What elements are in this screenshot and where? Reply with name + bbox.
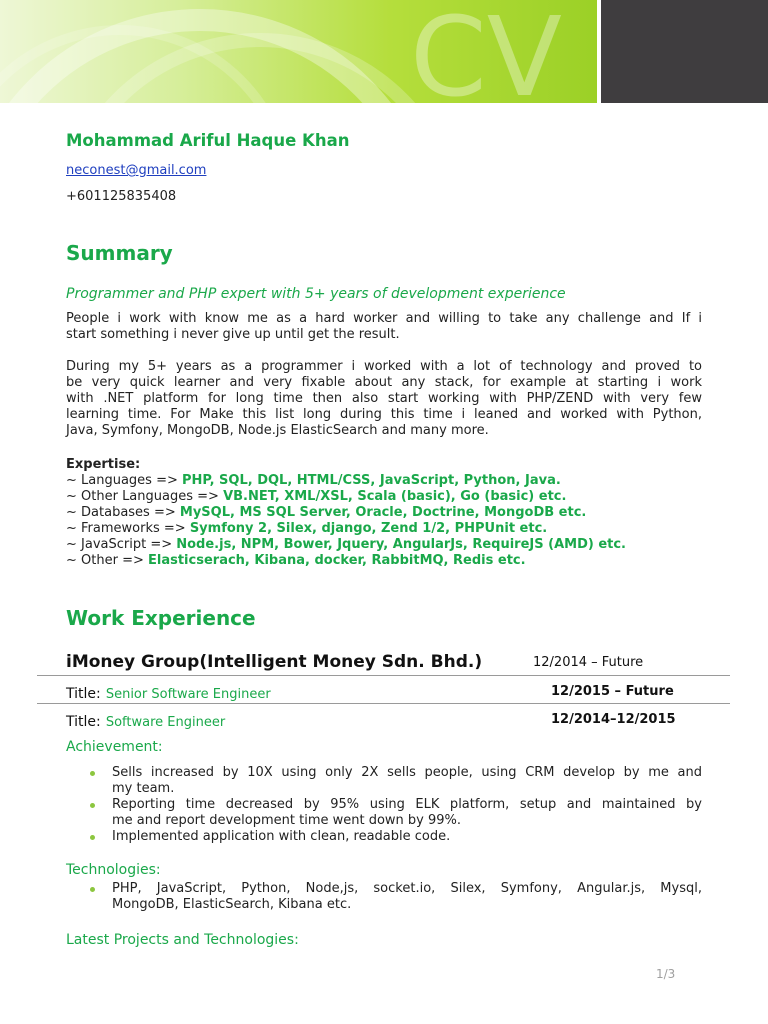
expertise-value: Elasticserach, Kibana, docker, RabbitMQ, Redis etc. [148, 553, 526, 568]
expertise-label: ~ Frameworks => [66, 521, 190, 536]
job-title-dates: 12/2014–12/2015 [551, 712, 676, 727]
paragraph-line: start something i never give up until get the result. [66, 327, 400, 342]
expertise-item [66, 537, 626, 553]
list-item-line: Sells increased by 10X using only 2X sells people, using CRM develop by me and [112, 765, 702, 780]
company-name: iMoney Group(Intelligent Money Sdn. Bhd.) [66, 652, 483, 672]
technologies-heading: Technologies: [66, 862, 161, 878]
expertise-value: PHP, SQL, DQL, HTML/CSS, JavaScript, Python, Java. [182, 473, 561, 488]
job-title-value: Senior Software Engineer [105, 687, 271, 702]
list-item [90, 829, 702, 845]
job-title-value: Software Engineer [105, 715, 226, 730]
expertise-label: ~ Other Languages => [66, 489, 224, 504]
job-title-label: Title: [66, 686, 101, 702]
list-item [90, 765, 702, 797]
technologies-list [90, 881, 702, 913]
paragraph-line: learning time. For Make this list long during this time i leaned and worked with Python, [66, 407, 702, 422]
list-item-line: Reporting time decreased by 95% using ELK platform, setup and maintained by [112, 797, 702, 812]
expertise-value: MySQL, MS SQL Server, Oracle, Doctrine, MongoDB etc. [179, 505, 587, 520]
expertise-item [66, 473, 561, 489]
achievement-list [90, 765, 702, 845]
list-item-line: Implemented application with clean, readable code. [112, 829, 451, 844]
achievement-heading: Achievement: [66, 739, 163, 755]
expertise-value: VB.NET, XML/XSL, Scala (basic), Go (basic) etc. [223, 489, 567, 504]
list-item-line: my team. [112, 781, 175, 796]
summary-heading: Summary [66, 241, 173, 265]
list-item-line: MongoDB, ElasticSearch, Kibana etc. [112, 897, 352, 912]
list-item [90, 881, 702, 913]
header-dark-panel [601, 0, 768, 103]
job-title-row [66, 711, 225, 730]
paragraph-line: During my 5+ years as a programmer i worked with a lot of technology and proved to [66, 359, 702, 374]
expertise-label: ~ Databases => [66, 505, 180, 520]
cv-header-banner [0, 0, 768, 103]
bullet-icon [90, 803, 95, 808]
expertise-title: Expertise: [66, 457, 141, 472]
company-dates: 12/2014 – Future [533, 655, 644, 670]
header-swirl-graphic [0, 0, 600, 103]
expertise-label: ~ Languages => [66, 473, 183, 488]
job-title-dates: 12/2015 – Future [551, 684, 674, 699]
paragraph-line: People i work with know me as a hard worker and willing to take any challenge and If i [66, 311, 702, 326]
summary-paragraph-1 [66, 311, 702, 343]
expertise-item [66, 521, 547, 537]
job-title-row [66, 683, 271, 702]
latest-projects-heading: Latest Projects and Technologies: [66, 932, 299, 948]
header-cv-text: CV [410, 0, 563, 103]
expertise-value: Node.js, NPM, Bower, Jquery, AngularJs, RequireJS (AMD) etc. [176, 537, 627, 552]
paragraph-line: with .NET platform for long time then also start working with PHP/ZEND with very few [66, 391, 702, 406]
summary-paragraph-2 [66, 359, 702, 439]
expertise-value: Symfony 2, Silex, django, Zend 1/2, PHPUnit etc. [189, 521, 548, 536]
bullet-icon [90, 887, 95, 892]
paragraph-line: Java, Symfony, MongoDB, Node.js ElasticSearch and many more. [66, 423, 489, 438]
page-number: 1/3 [656, 967, 676, 981]
expertise-item [66, 505, 586, 521]
expertise-item [66, 489, 566, 505]
expertise-item [66, 553, 526, 569]
candidate-name: Mohammad Ariful Haque Khan [66, 131, 350, 150]
list-item [90, 797, 702, 829]
divider [37, 703, 730, 704]
job-title-label: Title: [66, 714, 101, 730]
list-item-line: me and report development time went down by 99%. [112, 813, 462, 828]
phone-number: +601125835408 [66, 189, 177, 204]
summary-subtitle: Programmer and PHP expert with 5+ years of development experience [66, 286, 566, 302]
paragraph-line: be very quick learner and very fixable about any stack, for example at starting i work [66, 375, 702, 390]
email-link[interactable]: neconest@gmail.com [66, 163, 207, 178]
expertise-label: ~ JavaScript => [66, 537, 177, 552]
bullet-icon [90, 771, 95, 776]
work-experience-heading: Work Experience [66, 606, 256, 630]
list-item-line: PHP, JavaScript, Python, Node,js, socket.io, Silex, Symfony, Angular.js, Mysql, [112, 881, 702, 896]
bullet-icon [90, 835, 95, 840]
expertise-label: ~ Other => [66, 553, 148, 568]
divider [37, 675, 730, 676]
